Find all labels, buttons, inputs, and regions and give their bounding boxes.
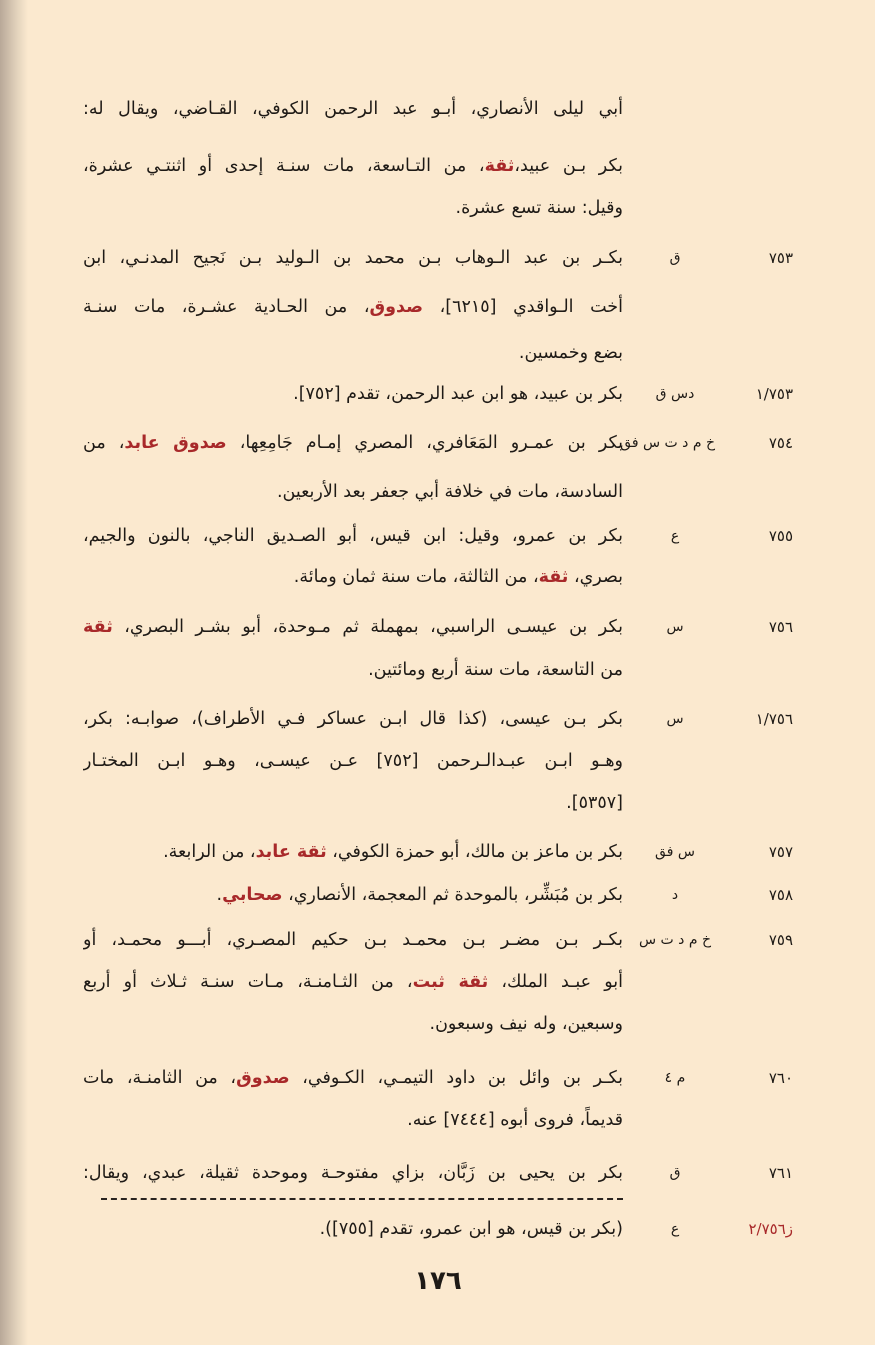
source-codes: س [666, 619, 684, 635]
grade-highlight: ثقة [83, 617, 113, 637]
entry-line [83, 1214, 793, 1244]
entry-text [83, 746, 623, 776]
entry-text [83, 193, 623, 223]
entry-continuation-line [83, 562, 793, 592]
text-run: وسبعين، وله نيف وسبعون. [429, 1014, 623, 1034]
entry-number: ٧٦١ [768, 1164, 793, 1182]
entry-text [83, 243, 623, 273]
entry-line [83, 428, 793, 458]
grade-highlight: ثقة [538, 567, 569, 587]
entry-text [83, 1105, 623, 1135]
grade-highlight: ثقة ثبت [412, 972, 489, 992]
text-run: أبي ليلى الأنصاري، أبـو عبد الرحمن الكوفي، القـاضي، ويقال له: [83, 99, 623, 119]
text-run: السادسة، مات في خلافة أبي جعفر بعد الأربعين. [276, 482, 623, 502]
text-run: بكر بن عبيد، هو ابن عبد الرحمن، تقدم [٧٥٢]. [293, 384, 623, 404]
text-run: ، من الحـادية عشـرة، مات سنـة [83, 297, 370, 317]
entry-continuation-line [83, 967, 793, 997]
source-codes: خ م د ت س [638, 932, 711, 948]
text-run: . [216, 885, 223, 905]
entry-number: ٧٥٧ [768, 843, 793, 861]
entry-text [83, 292, 623, 322]
entry-line [83, 880, 793, 910]
entry-continuation-line [83, 1105, 793, 1135]
entry-number: ١/٧٥٦ [755, 710, 793, 728]
text-run: ، من الرابعة. [163, 842, 256, 862]
text-run: (بكر بن قيس، هو ابن عمرو، تقدم [٧٥٥]). [319, 1219, 623, 1239]
source-codes: ع [670, 528, 680, 544]
entry-continuation-line [83, 338, 793, 368]
entry-text [83, 612, 623, 642]
entry-text [83, 880, 623, 910]
entry-line [83, 1158, 793, 1188]
source-codes: س فق [655, 844, 695, 860]
text-run: أخت الـواقدي [٦٢١٥]، [423, 297, 623, 317]
entry-text [83, 1214, 623, 1244]
text-run: بصري، [568, 567, 623, 587]
source-codes: س [666, 711, 684, 727]
text-run: بكر بن عمـرو المَعَافري، المصري إمـام جَامِعِها، [226, 433, 623, 453]
footnote-separator [101, 1198, 623, 1200]
source-codes: د [671, 887, 679, 903]
entry-text [83, 1009, 623, 1039]
entry-text [83, 94, 623, 124]
text-run: بكـر بـن مضـر بـن محمـد بـن حكيم المصـري، أبـــو محمـد، أو [83, 930, 623, 950]
entry-text [83, 655, 623, 685]
text-run: بكر بن عيسـى الراسبي، بمهملة ثم مـوحدة، أبو بشـر البصري، [112, 617, 623, 637]
entry-text [83, 967, 623, 997]
entry-continuation-line [83, 746, 793, 776]
entry-line [83, 925, 793, 955]
entry-text [83, 704, 623, 734]
entry-line [83, 1063, 793, 1093]
source-codes: ق [669, 1165, 681, 1181]
text-run: بكر بن يحيى بن زَبَّان، بزاي مفتوحـة وموحدة ثقيلة، عبدي، ويقال: [83, 1163, 623, 1183]
page-number: ١٧٦ [414, 1266, 462, 1296]
entry-text [83, 151, 623, 181]
text-run: ، من الثالثة، مات سنة ثمان ومائة. [293, 567, 539, 587]
entry-continuation-line [83, 94, 793, 124]
text-run: بكر بن عمرو، وقيل: ابن قيس، أبو الصـديق الناجي، بالنون والجيم، [83, 526, 623, 546]
entry-number: ١/٧٥٣ [755, 385, 793, 403]
entry-text [83, 428, 623, 458]
entry-number: ز٢/٧٥٦ [748, 1220, 793, 1238]
text-run: [٥٣٥٧]. [566, 793, 623, 813]
entry-continuation-line [83, 292, 793, 322]
entry-text [83, 379, 623, 409]
text-run: بكـر بن عبد الـوهاب بـن محمد بن الـوليد بـن نَجيح المدنـي، ابن [83, 248, 623, 268]
entry-text [83, 338, 623, 368]
text-run: من التاسعة، مات سنة أربع ومائتين. [368, 660, 623, 680]
entry-text [83, 1158, 623, 1188]
entry-line [83, 704, 793, 734]
text-run: بكـر بن وائل بن داود التيمـي، الكـوفي، [289, 1068, 623, 1088]
entry-number: ٧٥٦ [768, 618, 793, 636]
entry-number: ٧٥٣ [768, 249, 793, 267]
text-run: قديماً، فروى أبوه [٧٤٤٤] عنه. [407, 1110, 623, 1130]
entry-text [83, 521, 623, 551]
text-run: بكر بن مُبَشِّر، بالموحدة ثم المعجمة، الأنصاري، [282, 885, 623, 905]
entry-number: ٧٦٠ [768, 1069, 793, 1087]
text-run: وقيل: سنة تسع عشرة. [455, 198, 623, 218]
entry-continuation-line [83, 655, 793, 685]
entry-continuation-line [83, 193, 793, 223]
source-codes: ع [670, 1221, 680, 1237]
entry-text [83, 837, 623, 867]
text-run: ، من [83, 433, 125, 453]
text-run: ، من الثامنـة، مات [83, 1068, 237, 1088]
entry-continuation-line [83, 477, 793, 507]
entry-number: ٧٥٤ [768, 434, 793, 452]
entry-text [83, 1063, 623, 1093]
text-run: بكر بـن عيسى، (كذا قال ابـن عساكر فـي الأطراف)، صوابـه: بكر، [83, 709, 623, 729]
entry-text [83, 477, 623, 507]
entry-text [83, 925, 623, 955]
entry-continuation-line [83, 1009, 793, 1039]
grade-highlight: ثقة عابد [255, 842, 327, 862]
text-run: بكر بن ماعز بن مالك، أبو حمزة الكوفي، [326, 842, 623, 862]
grade-highlight: صدوق [236, 1068, 290, 1088]
grade-highlight: صحابي [222, 885, 283, 905]
text-run: بكر بـن عبيد، [514, 156, 623, 176]
source-codes: م ٤ [664, 1070, 686, 1086]
entry-number: ٧٥٥ [768, 527, 793, 545]
grade-highlight: ثقة [484, 156, 515, 176]
entry-text [83, 788, 623, 818]
entry-line [83, 379, 793, 409]
grade-highlight: صدوق عابد [124, 433, 227, 453]
entry-text [83, 562, 623, 592]
source-codes: دس ق [655, 386, 695, 402]
grade-highlight: صدوق [369, 297, 424, 317]
entry-continuation-line [83, 151, 793, 181]
entry-line [83, 521, 793, 551]
entry-number: ٧٥٨ [768, 886, 793, 904]
text-run: أبو عبـد الملك، [488, 972, 623, 992]
text-run: ، من التـاسعة، مات سنـة إحدى أو اثنتـي عشرة، [83, 156, 485, 176]
text-run: ، من الثـامنـة، مـات سنـة ثـلاث أو أربع [83, 972, 413, 992]
entry-continuation-line [83, 788, 793, 818]
entry-line [83, 243, 793, 273]
text-run: بضع وخمسين. [518, 343, 623, 363]
entry-line [83, 837, 793, 867]
source-codes: ق [669, 250, 681, 266]
entry-line [83, 612, 793, 642]
entry-number: ٧٥٩ [768, 931, 793, 949]
source-codes: خ م د ت س فق [620, 435, 715, 451]
text-run: وهـو ابـن عبـدالـرحمن [٧٥٢] عـن عيسـى، وهـو ابـن المختـار [83, 751, 623, 771]
